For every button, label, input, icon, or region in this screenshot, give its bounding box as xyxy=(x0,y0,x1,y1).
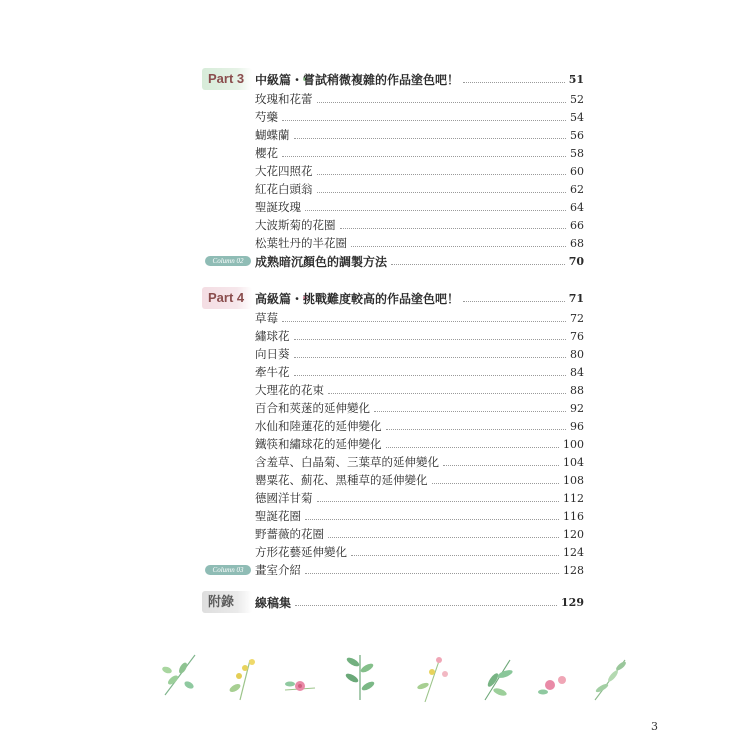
dot-leader xyxy=(282,120,566,121)
toc-page: 72 xyxy=(570,311,584,325)
dot-leader xyxy=(340,228,567,229)
dot-leader xyxy=(317,192,567,193)
dot-leader xyxy=(386,429,567,430)
dot-leader xyxy=(328,537,559,538)
toc-page: 96 xyxy=(570,419,584,433)
dot-leader xyxy=(463,301,565,302)
wildflower-icon xyxy=(417,657,448,702)
toc-page: 88 xyxy=(570,383,584,397)
toc-row[interactable] xyxy=(255,198,584,216)
part3-tab: Part 3 xyxy=(202,68,252,90)
dot-leader xyxy=(374,411,566,412)
toc-page: 66 xyxy=(570,218,584,232)
toc-label: 大理花的花束 xyxy=(255,383,324,397)
toc-row[interactable] xyxy=(255,435,584,453)
toc-page: 54 xyxy=(570,110,584,124)
column-row[interactable] xyxy=(255,561,584,579)
toc-row[interactable] xyxy=(255,216,584,234)
dot-leader xyxy=(294,339,567,340)
part4-tab: Part 4 xyxy=(202,287,252,309)
toc-label: 繡球花 xyxy=(255,329,290,343)
toc-row[interactable] xyxy=(255,525,584,543)
toc-row[interactable] xyxy=(255,309,584,327)
dot-leader xyxy=(386,447,560,448)
toc-row[interactable] xyxy=(255,162,584,180)
olive-branch-icon xyxy=(595,660,628,700)
dot-leader xyxy=(317,501,560,502)
toc-label: 大波斯菊的花圈 xyxy=(255,218,336,232)
dot-leader xyxy=(305,519,559,520)
dot-leader xyxy=(432,483,560,484)
toc-row[interactable] xyxy=(255,180,584,198)
toc-label: 水仙和陸蓮花的延伸變化 xyxy=(255,419,382,433)
dot-leader xyxy=(294,375,567,376)
mimosa-icon xyxy=(228,659,255,700)
dot-leader xyxy=(305,210,566,211)
page-number: 3 xyxy=(651,720,658,733)
toc-row[interactable] xyxy=(255,126,584,144)
toc-page: 64 xyxy=(570,200,584,214)
toc-label: 罌粟花、薊花、黑種草的延伸變化 xyxy=(255,473,428,487)
pink-flower-icon xyxy=(285,681,315,691)
dot-leader xyxy=(351,246,566,247)
toc-page: 108 xyxy=(563,473,584,487)
toc-label: 牽牛花 xyxy=(255,365,290,379)
toc-label: 鐵筷和繡球花的延伸變化 xyxy=(255,437,382,451)
part3-heading-page: 51 xyxy=(568,72,584,86)
toc-label: 草莓 xyxy=(255,311,278,325)
column-row[interactable] xyxy=(255,252,584,270)
toc-page: 76 xyxy=(570,329,584,343)
toc-row[interactable] xyxy=(255,471,584,489)
dot-leader xyxy=(391,264,565,265)
toc-row[interactable] xyxy=(255,453,584,471)
toc-page: 84 xyxy=(570,365,584,379)
appendix-tab: 附錄 xyxy=(202,591,252,613)
toc-row[interactable] xyxy=(255,417,584,435)
toc-label: 玫瑰和花蕾 xyxy=(255,92,313,106)
toc-row[interactable] xyxy=(255,381,584,399)
toc-page: 120 xyxy=(563,527,584,541)
part4-heading-label: 高級篇・挑戰難度較高的作品塗色吧！ xyxy=(255,291,460,306)
toc-label: 櫻花 xyxy=(255,146,278,160)
toc-row[interactable] xyxy=(255,234,584,252)
toc-row[interactable] xyxy=(255,327,584,345)
toc-row[interactable] xyxy=(255,507,584,525)
toc-page: 112 xyxy=(563,491,584,505)
dot-leader xyxy=(317,102,567,103)
dot-leader xyxy=(294,357,567,358)
appendix-page: 129 xyxy=(561,595,584,609)
dot-leader xyxy=(443,465,559,466)
column-badge: Column 03 xyxy=(205,565,251,575)
toc-row[interactable] xyxy=(255,108,584,126)
toc-row[interactable] xyxy=(255,489,584,507)
toc-page: 52 xyxy=(570,92,584,106)
toc-label: 蝴蝶蘭 xyxy=(255,128,290,142)
toc-page: 104 xyxy=(563,455,584,469)
toc-page: 62 xyxy=(570,182,584,196)
toc-label: 聖誕花圈 xyxy=(255,509,301,523)
toc-label: 芍藥 xyxy=(255,110,278,124)
toc-row[interactable] xyxy=(255,543,584,561)
column-page: 128 xyxy=(563,563,584,577)
column-page: 70 xyxy=(568,254,584,268)
toc-label: 含羞草、白晶菊、三葉草的延伸變化 xyxy=(255,455,439,469)
toc-label: 野薔薇的花圈 xyxy=(255,527,324,541)
part4-heading-row[interactable] xyxy=(255,289,584,307)
dot-leader xyxy=(463,82,565,83)
fern-icon xyxy=(344,655,375,700)
toc-page: 68 xyxy=(570,236,584,250)
toc-label: 百合和莢蒾的延伸變化 xyxy=(255,401,370,415)
dot-leader xyxy=(295,605,557,606)
toc-page: 100 xyxy=(563,437,584,451)
rose-icon xyxy=(538,676,566,695)
botanical-illustrations xyxy=(155,640,635,710)
toc-page: 124 xyxy=(563,545,584,559)
toc-label: 聖誕玫瑰 xyxy=(255,200,301,214)
dot-leader xyxy=(305,573,559,574)
column-badge: Column 02 xyxy=(205,256,251,266)
leaf-branch-icon xyxy=(485,660,514,700)
toc-label: 向日葵 xyxy=(255,347,290,361)
toc-page: 80 xyxy=(570,347,584,361)
column-label: 成熟暗沉顏色的調製方法 xyxy=(255,254,388,269)
toc-row[interactable] xyxy=(255,363,584,381)
toc-label: 紅花白頭翁 xyxy=(255,182,313,196)
appendix-label: 線稿集 xyxy=(255,595,292,610)
dot-leader xyxy=(351,555,559,556)
appendix-row[interactable] xyxy=(255,593,584,611)
part4-heading-page: 71 xyxy=(568,291,584,305)
dot-leader xyxy=(317,174,567,175)
toc-label: 松葉牡丹的半花圈 xyxy=(255,236,347,250)
toc-page: 116 xyxy=(563,509,584,523)
dot-leader xyxy=(294,138,567,139)
toc-page: 56 xyxy=(570,128,584,142)
dot-leader xyxy=(282,156,566,157)
toc-label: 大花四照花 xyxy=(255,164,313,178)
part3-heading-label: 中級篇・嘗試稍微複雜的作品塗色吧！ xyxy=(255,72,460,87)
column-label: 畫室介紹 xyxy=(255,563,301,577)
toc-row[interactable] xyxy=(255,399,584,417)
leaf-sprig-icon xyxy=(161,655,195,695)
toc-row[interactable] xyxy=(255,345,584,363)
toc-label: 方形花藝延伸變化 xyxy=(255,545,347,559)
toc-row[interactable] xyxy=(255,144,584,162)
part3-heading-row[interactable] xyxy=(255,70,584,88)
dot-leader xyxy=(282,321,566,322)
toc-page: 58 xyxy=(570,146,584,160)
toc-label: 德國洋甘菊 xyxy=(255,491,313,505)
toc-page: 92 xyxy=(570,401,584,415)
toc-page: 60 xyxy=(570,164,584,178)
dot-leader xyxy=(328,393,566,394)
toc-row[interactable] xyxy=(255,90,584,108)
